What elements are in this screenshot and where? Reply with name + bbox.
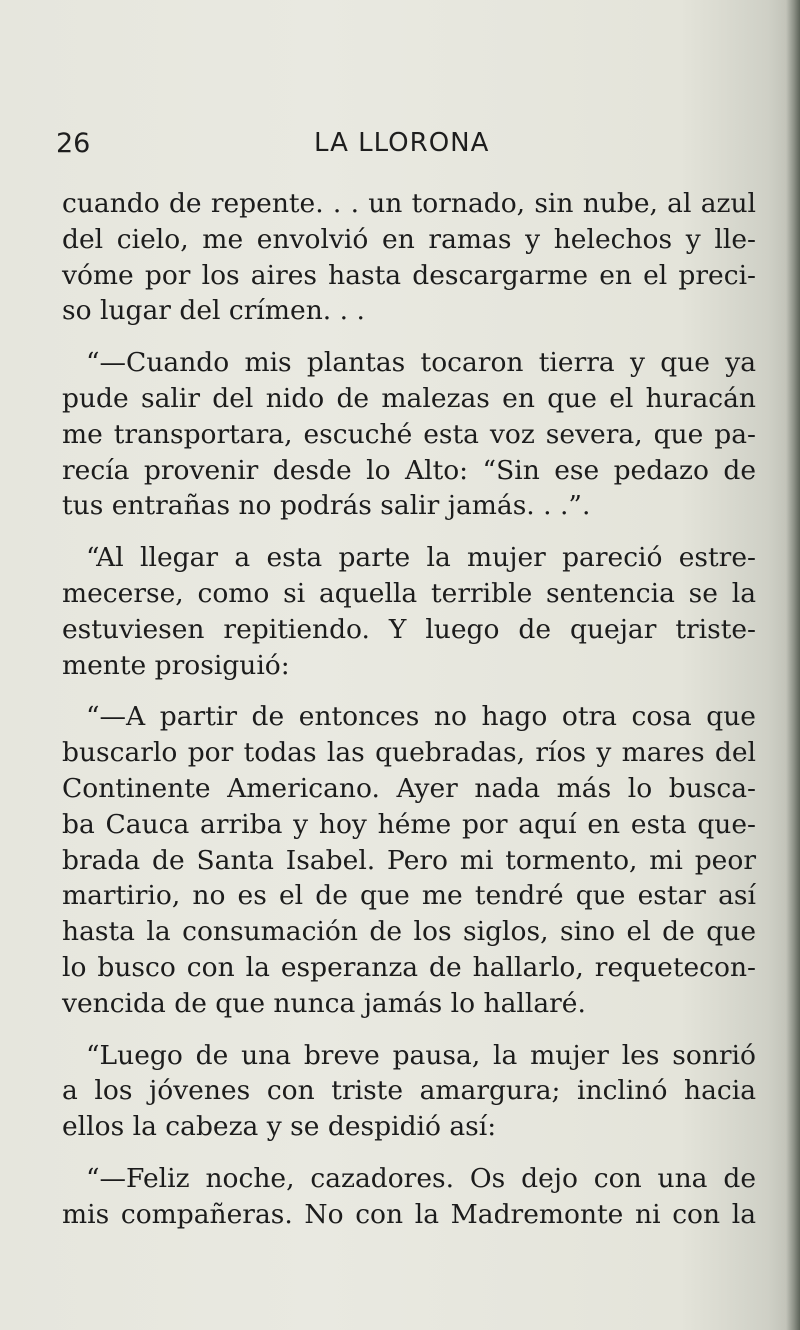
paragraph-1	[62, 186, 756, 329]
text-line: del cielo, me envolvió en ramas y helechos y lle-	[62, 223, 756, 255]
text-line: mecerse, como si aquella terrible sentencia se la	[62, 577, 756, 609]
text-line: so lugar del crímen. . .	[62, 295, 365, 327]
text-line: martirio, no es el de que me tendré que estar así	[62, 880, 756, 912]
text-line: lo busco con la esperanza de hallarlo, requetecon-	[62, 951, 756, 983]
page-header	[56, 128, 760, 168]
text-line: cuando de repente. . . un tornado, sin nube, al azul	[62, 188, 756, 219]
paragraph-5	[62, 1038, 756, 1145]
body-text	[62, 186, 756, 1249]
text-line: “—Cuando mis plantas tocaron tierra y que ya	[86, 347, 756, 379]
text-line: a los jóvenes con triste amargura; inclinó hacia	[62, 1075, 756, 1107]
text-line: “Luego de una breve pausa, la mujer les sonrió	[86, 1039, 756, 1071]
text-line: mente prosiguió:	[62, 649, 290, 681]
paragraph-4	[62, 699, 756, 1021]
text-line: ba Cauca arriba y hoy héme por aquí en esta que-	[62, 808, 756, 840]
page-number: 26	[56, 128, 91, 159]
text-line: ellos la cabeza y se despidió así:	[62, 1111, 497, 1143]
text-line: hasta la consumación de los siglos, sino el de que	[62, 916, 756, 948]
text-line: “—Feliz noche, cazadores. Os dejo con una de	[86, 1162, 756, 1194]
text-line: “Al llegar a esta parte la mujer pareció estre-	[86, 542, 756, 574]
text-line: “—A partir de entonces no hago otra cosa que	[86, 701, 756, 733]
text-line: vencida de que nunca jamás lo hallaré.	[62, 987, 586, 1019]
text-line: Continente Americano. Ayer nada más lo busca-	[62, 772, 756, 804]
paragraph-6	[62, 1161, 756, 1233]
text-line: pude salir del nido de malezas en que el huracán	[62, 382, 756, 414]
page-edge-shadow	[786, 0, 800, 1330]
text-line: brada de Santa Isabel. Pero mi tormento, mi peor	[62, 844, 756, 876]
text-line: buscarlo por todas las quebradas, ríos y mares del	[62, 737, 756, 769]
text-line: tus entrañas no podrás salir jamás. . .”.	[62, 490, 591, 522]
paragraph-3	[62, 540, 756, 683]
paragraph-2	[62, 345, 756, 524]
text-line: me transportara, escuché esta voz severa, que pa-	[62, 418, 756, 450]
text-line: mis compañeras. No con la Madremonte ni con la	[62, 1198, 756, 1230]
text-line: recía provenir desde lo Alto: “Sin ese pedazo de	[62, 454, 756, 486]
text-line: estuviesen repitiendo. Y luego de quejar triste-	[62, 613, 756, 645]
text-line: vóme por los aires hasta descargarme en el preci-	[62, 259, 756, 291]
running-title: LA LLORONA	[314, 128, 490, 158]
